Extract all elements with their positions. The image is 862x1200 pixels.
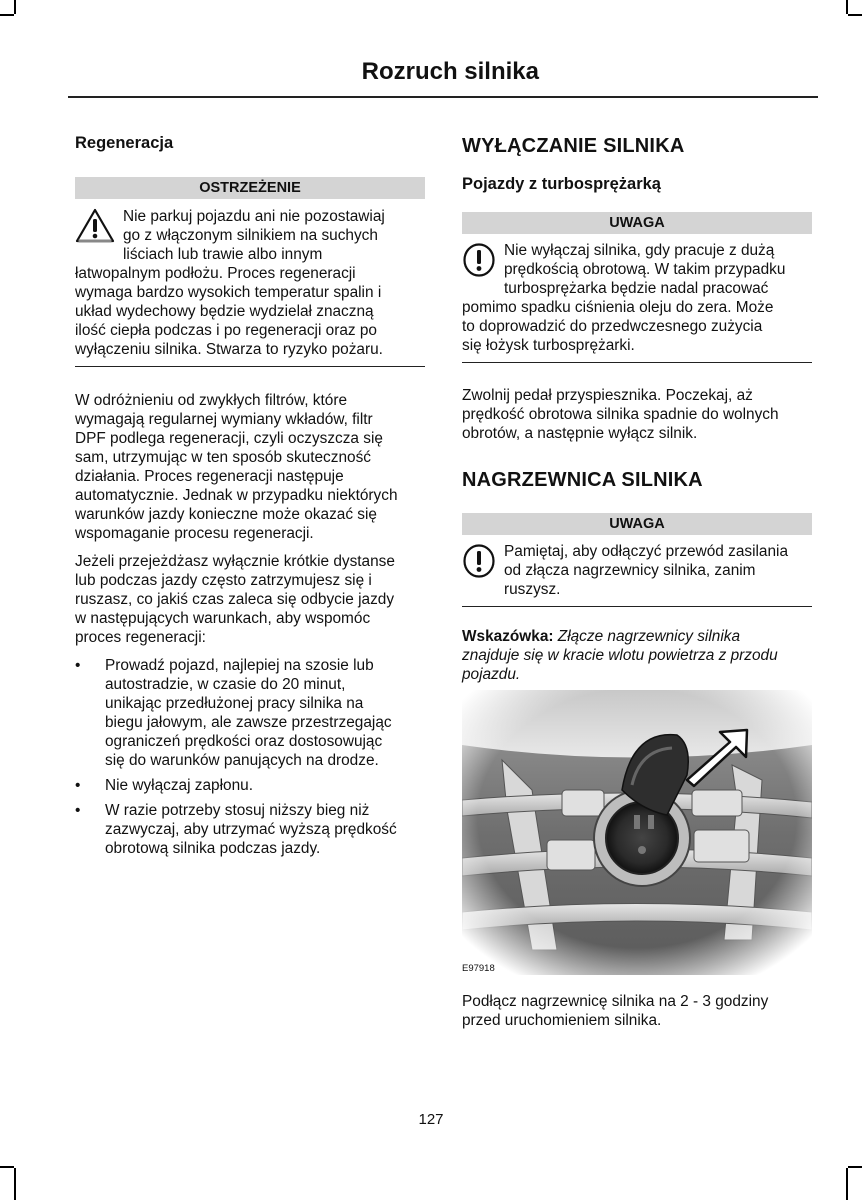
text-line: Pamiętaj, aby odłączyć przewód zasilania [504,543,789,560]
text-line: wymaga bardzo wysokich temperatur spalin i [75,284,382,301]
text-line: Nie wyłączaj zapłonu. [105,777,253,794]
text-line: to doprowadzić do przedwczesnego zużycia [462,318,763,335]
text-line [462,627,812,646]
caution-label: UWAGA [462,212,812,234]
bullet-marker: • [75,777,81,794]
caution-box-turbo [462,212,812,363]
text-line: warunków jazdy konieczne może okazać się [75,506,377,523]
text-line: go z włączonym silnikiem na suchych [123,227,378,244]
text-line: sam, utrzymując w ten sposób skuteczność [75,449,371,466]
crop-mark [14,1168,16,1200]
bullet-marker: • [75,802,81,819]
text-line: proces regeneracji: [75,629,206,646]
paragraph-heater-timing [462,992,812,1030]
caution-box-heater [462,513,812,607]
text-line: ruszysz. [504,581,561,598]
subheading-turbo: Pojazdy z turbosprężarką [462,175,661,193]
text-line: Prowadź pojazd, najlepiej na szosie lub [105,657,374,674]
figure-code: E97918 [462,963,495,974]
paragraph-accelerator [462,386,812,443]
right-column [462,135,812,684]
list-item [75,776,425,795]
crop-mark [14,0,16,14]
text-line: wspomaganie procesu regeneracji. [75,525,314,542]
page-number: 127 [418,1111,444,1128]
text-line: ilość ciepła podczas i po regeneracji oraz po [75,322,377,339]
left-column [75,134,425,864]
text-line: pomimo spadku ciśnienia oleju do zera. Może [462,299,774,316]
caution-body [462,542,812,599]
crop-mark [846,0,848,14]
note-text: pojazdu. [462,666,521,683]
text-line: unikając przedłużonej pracy silnika na [105,695,364,712]
text-line: Podłącz nagrzewnicę silnika na 2 - 3 godziny [462,993,769,1010]
warning-indented-text [75,207,425,264]
text-line [462,646,812,665]
section-heading-nagrzewnica: NAGRZEWNICA SILNIKA [462,469,703,491]
list-item [75,656,425,770]
note-paragraph [462,627,812,684]
caution-full-text [462,298,812,355]
note-text: Złącze nagrzewnicy silnika [553,628,740,645]
heater-connector-photo [462,690,812,975]
exclamation-circle-icon [462,543,496,584]
text-line: Jeżeli przejeżdżasz wyłącznie krótkie dystanse [75,553,395,570]
note-text: znajduje się w kracie wlotu powietrza z przodu [462,647,778,664]
caution-label: UWAGA [462,513,812,535]
text-line: W odróżnieniu od zwykłych filtrów, które [75,392,348,409]
text-line: Zwolnij pedał przyspiesznika. Poczekaj, aż [462,387,753,404]
text-line: autostradzie, w czasie do 20 minut, [105,676,346,693]
text-line: wyłączeniu silnika. Stwarza to ryzyko pożaru. [75,341,383,358]
text-line: wymagają regularnej wymiany wkładów, filtr [75,411,373,428]
section-heading-wylaczanie: WYŁĄCZANIE SILNIKA [462,135,685,157]
text-line: się łożysk turbosprężarki. [462,337,635,354]
text-line: ruszasz, co jakiś czas zaleca się odbycie jazdy [75,591,395,608]
caution-body [462,241,812,355]
text-line [462,665,812,684]
text-line: automatycznie. Jednak w przypadku niektórych [75,487,398,504]
crop-mark [848,1166,862,1168]
text-line: od złącza nagrzewnicy silnika, zanim [504,562,756,579]
exclamation-circle-icon [462,242,496,283]
section-heading-regeneracja: Regeneracja [75,134,174,152]
text-line: liściach lub trawie albo innym [123,246,323,263]
text-line: obrotów, a następnie wyłącz silnik. [462,425,698,442]
text-line: lub podczas jazdy często zatrzymujesz się i [75,572,372,589]
text-line: prędkością obrotową. W takim przypadku [504,261,786,278]
warning-triangle-icon [75,208,115,249]
text-line: działania. Proces regeneracji następuje [75,468,344,485]
caution-indented-text [462,241,812,298]
text-line: łatwopalnym podłożu. Proces regeneracji [75,265,356,282]
page-title: Rozruch silnika [361,58,539,85]
warning-body [75,207,425,359]
text-line: układ wydechowy będzie wydzielał znaczną [75,303,374,320]
note-label: Wskazówka: [462,628,554,645]
paragraph-dpf [75,391,425,543]
text-line: W razie potrzeby stosuj niższy bieg niż [105,802,370,819]
crop-mark [848,14,862,16]
text-line: Nie parkuj pojazdu ani nie pozostawiaj [123,208,385,225]
bullet-list [75,656,425,858]
text-line: zazwyczaj, aby utrzymać wyższą prędkość [105,821,397,838]
text-line: ograniczeń prędkości oraz dostosowując [105,733,383,750]
title-rule [68,96,818,98]
text-line: w następujących warunkach, aby wspomóc [75,610,371,627]
caution-indented-text [462,542,812,599]
text-line: przed uruchomieniem silnika. [462,1012,662,1029]
text-line: turbosprężarka będzie nadal pracować [504,280,769,297]
crop-mark [0,14,14,16]
text-line: Nie wyłączaj silnika, gdy pracuje z dużą [504,242,775,259]
text-line: się do warunków panujących na drodze. [105,752,379,769]
crop-mark [0,1166,14,1168]
text-line: biegu jałowym, ale zawsze przestrzegając [105,714,392,731]
paragraph-short-trips [75,552,425,647]
crop-mark [846,1168,848,1200]
bullet-marker: • [75,657,81,674]
list-item [75,801,425,858]
warning-full-text [75,264,425,359]
text-line: DPF podlega regeneracji, czyli oczyszcza się [75,430,383,447]
text-line: prędkość obrotowa silnika spadnie do wolnych [462,406,779,423]
warning-box [75,177,425,367]
text-line: obrotową silnika podczas jazdy. [105,840,321,857]
warning-label: OSTRZEŻENIE [75,177,425,199]
